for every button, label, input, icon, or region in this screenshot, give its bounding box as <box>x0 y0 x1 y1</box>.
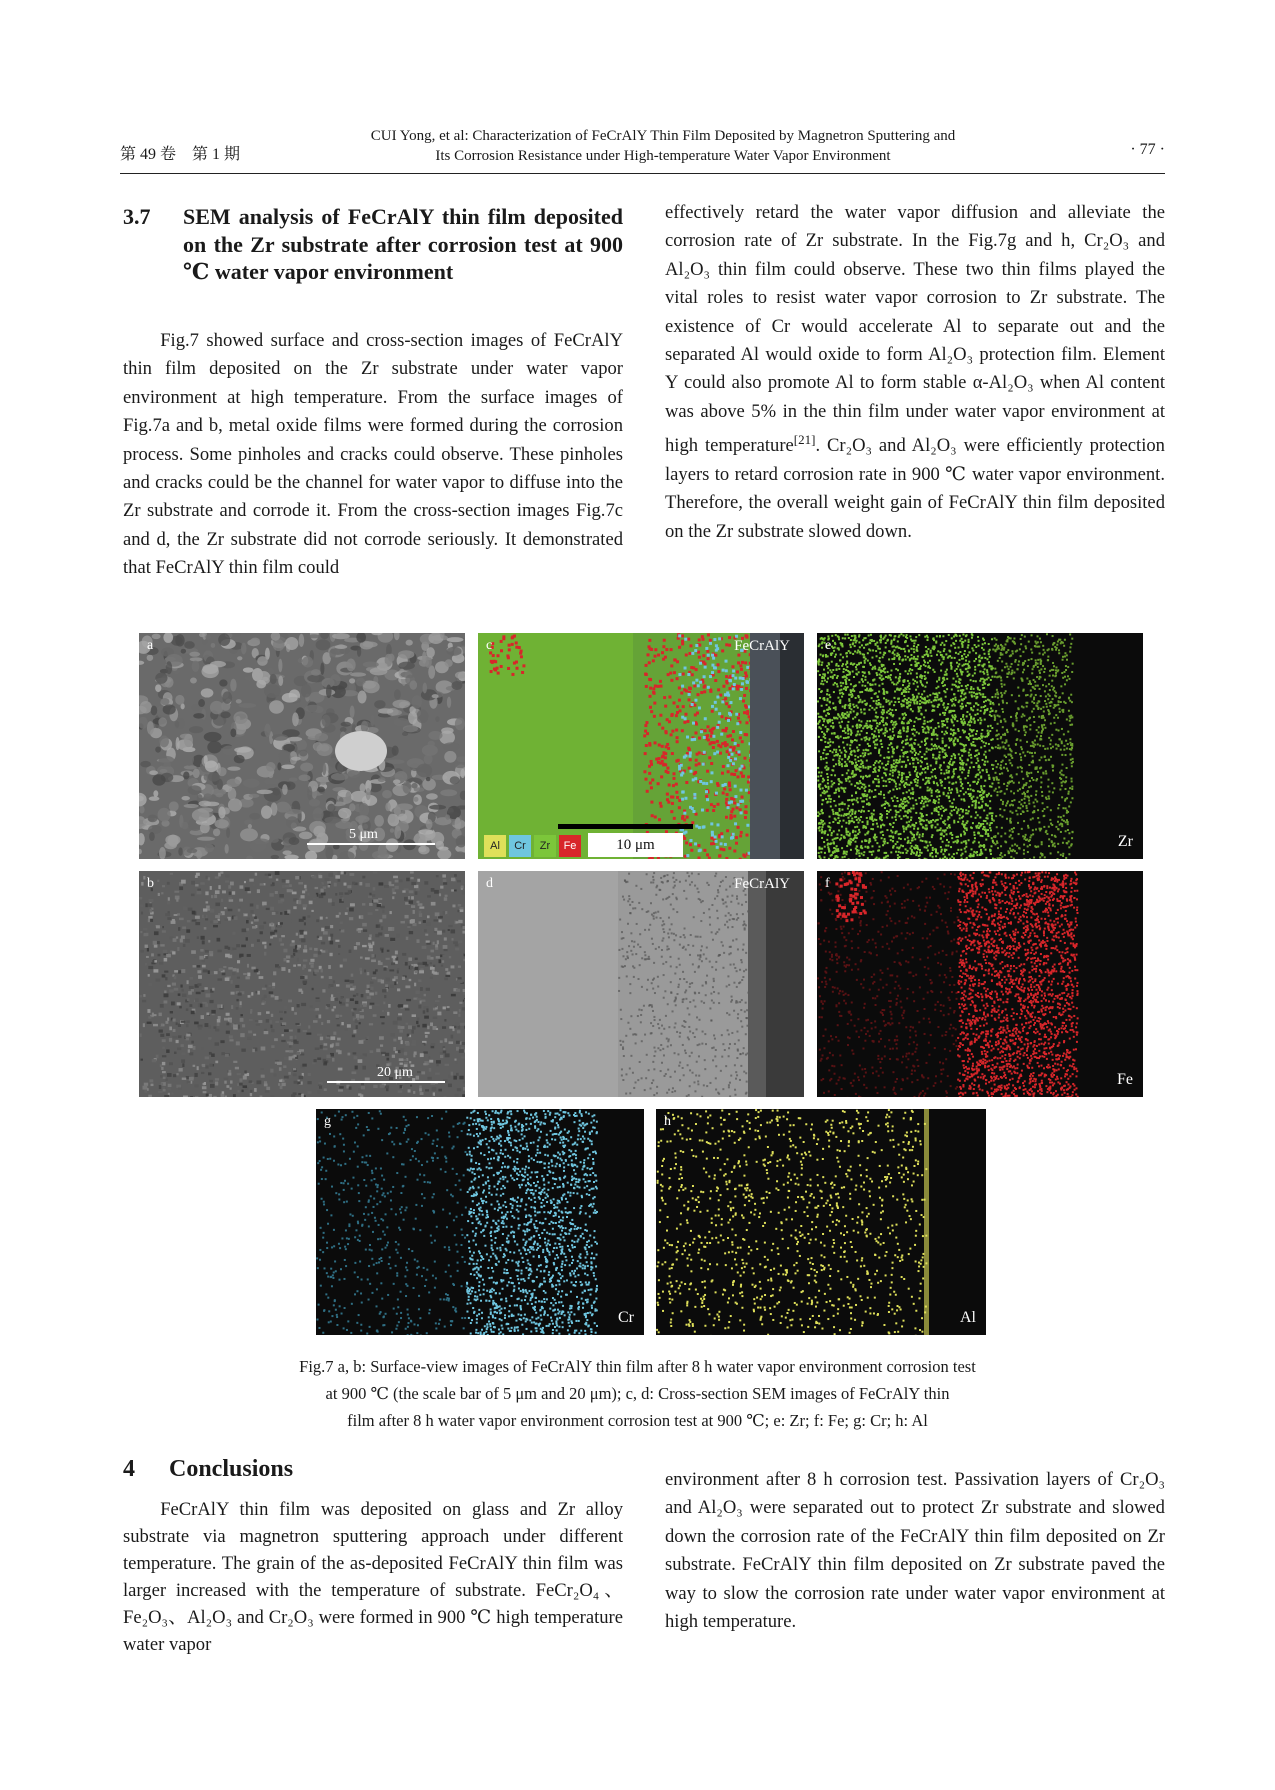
running-header <box>120 124 1165 174</box>
legend-fe: Fe <box>559 835 581 857</box>
body-paragraph: Fig.7 showed surface and cross-section images of FeCrAlY thin film deposited on the Zr substrate under water vapor environment at high temperature. From the surface images of Fig.7a and b, metal oxide films were formed during the corrosion process. Some pinholes and cracks could observe. These pinholes and cracks could be the channel for water vapor to diffuse into the Zr substrate and corrode it. From the cross-section images Fig.7c and d, the Zr substrate did not corrode seriously. It demonstrated that FeCrAlY thin film could <box>123 330 623 579</box>
panel-label: e <box>825 638 832 653</box>
section-number: 4 <box>123 1456 135 1482</box>
caption-line: film after 8 h water vapor environment corrosion test at 900 ℃; e: Zr; f: Fe; g: Cr; h: Al <box>347 1411 928 1430</box>
section-title: Conclusions <box>169 1456 294 1482</box>
body-paragraph <box>123 1496 623 1658</box>
element-legend <box>484 835 581 857</box>
eds-map-al <box>656 1109 986 1335</box>
legend-zr: Zr <box>534 835 556 857</box>
sem-cross-section-image <box>478 871 804 1097</box>
panel-label: f <box>825 876 830 891</box>
panel-label: g <box>324 1114 331 1129</box>
sem-surface-image <box>139 633 465 859</box>
text-run: were efficiently protection layers to retard corrosion rate in 900 ℃ water vapor environment. Therefore, the overall weight gain of FeCrAlY thin film deposited on the Zr substrate slowed down. <box>665 435 1165 542</box>
eds-map-cr <box>316 1109 644 1335</box>
body-paragraph <box>665 199 1165 546</box>
section-number: 3.7 <box>123 204 151 229</box>
left-column <box>123 327 623 583</box>
caption-line: Fig.7 a, b: Surface-view images of FeCrAlY thin film after 8 h water vapor environment corrosion test <box>299 1357 976 1376</box>
text-run: when Al content was above 5% in the thin film under water vapor environment at high temperature <box>665 372 1165 457</box>
scale-label: 20 μm <box>377 1065 413 1080</box>
conclusions-right-column <box>665 1466 1165 1636</box>
page-number: · 77 · <box>1130 141 1165 158</box>
running-title <box>288 126 1038 166</box>
panel-label: a <box>147 638 154 653</box>
sem-surface-image <box>139 871 465 1097</box>
chem-formula: Cr₂O₃ and Al₂O₃ <box>665 230 1165 280</box>
sample-name: FeCrAlY <box>734 876 790 892</box>
element-label: Al <box>960 1309 976 1326</box>
caption-line: at 900 ℃ (the scale bar of 5 μm and 20 μm); c, d: Cross-section SEM images of FeCrAlY thin <box>325 1384 950 1403</box>
element-label: Cr <box>618 1309 634 1326</box>
chem-formula: Al₂O₃ <box>928 344 974 366</box>
chem-formula: Cr₂O₃ and Al₂O₃ <box>665 1469 1165 1519</box>
text-run: effectively retard the water vapor diffusion and alleviate the corrosion rate of Zr substrate. In the Fig.7g and h, <box>665 202 1165 252</box>
section-3-7-heading <box>123 203 623 286</box>
running-title-line2: Its Corrosion Resistance under High-temperature Water Vapor Environment <box>435 148 891 164</box>
element-label: Fe <box>1117 1071 1133 1088</box>
eds-map-fe <box>817 871 1143 1097</box>
scale-label: 5 μm <box>349 827 378 842</box>
journal-volume: 第 49 卷 第 1 期 <box>120 146 241 163</box>
figure-panel-g <box>316 1109 644 1335</box>
figure-panel-h <box>656 1109 986 1335</box>
chem-formula: . Cr₂O₃ and Al₂O₃ <box>815 435 957 457</box>
legend-al: Al <box>484 835 506 857</box>
figure-panel-f <box>817 871 1143 1097</box>
citation-ref[interactable]: [21] <box>793 432 816 448</box>
panel-label: d <box>486 876 493 891</box>
figure-panel-c <box>478 633 804 859</box>
legend-cr: Cr <box>509 835 531 857</box>
figure-panel-b <box>139 871 465 1097</box>
figure-panel-d <box>478 871 804 1097</box>
figure-panel-a <box>139 633 465 859</box>
text-run: were separated out to protect Zr substrate and slowed down the corrosion rate of the FeCrAlY thin film deposited on Zr substrate. FeCrAlY thin film deposited on Zr substrate paved the way to slow the corrosion rate under water vapor environment at high temperature. <box>665 1497 1165 1633</box>
conclusions-left-column <box>123 1496 623 1658</box>
section-title: SEM analysis of FeCrAlY thin film deposited on the Zr substrate after corrosion test at 900 ℃ water vapor environment <box>183 204 623 284</box>
scale-bar <box>307 843 435 845</box>
chem-formula: α-Al₂O₃ <box>972 372 1034 394</box>
text-run: thin film could observe. These two thin films played the vital roles to resist water vapor corrosion to Zr substrate. The existence of Cr would accelerate Al to separate out and the separated Al would oxide to form <box>665 258 1165 366</box>
figure-panel-e <box>817 633 1143 859</box>
section-4-heading <box>123 1456 293 1483</box>
right-column <box>665 199 1165 546</box>
text-run: protection film. Element Y could also promote Al to form stable <box>665 344 1165 394</box>
sample-name: FeCrAlY <box>734 638 790 654</box>
panel-label: c <box>486 638 493 653</box>
chem-formula: FeCr₂O₄、Fe₂O₃、Al₂O₃ and Cr₂O₃ <box>123 1580 623 1628</box>
panel-label: h <box>664 1114 671 1129</box>
panel-label: b <box>147 876 154 891</box>
text-run: environment after 8 h corrosion test. Passivation layers of <box>665 1469 1120 1490</box>
running-title-line1: CUI Yong, et al: Characterization of FeCrAlY Thin Film Deposited by Magnetron Sputtering and <box>370 128 956 144</box>
text-run: FeCrAlY thin film was deposited on glass and Zr alloy substrate via magnetron sputtering approach under different temperature. The grain of the as-deposited FeCrAlY thin film was larger increased with the temperature of substrate. <box>123 1499 623 1601</box>
scale-bar <box>327 1081 445 1083</box>
body-paragraph <box>665 1466 1165 1636</box>
element-label: Zr <box>1117 833 1133 850</box>
figure-caption <box>200 1353 1075 1434</box>
scale-label: 10 μm <box>588 833 683 857</box>
eds-map-zr <box>817 633 1143 859</box>
text-run: were formed in 900 ℃ high temperature water vapor <box>123 1607 623 1655</box>
scale-bar <box>558 824 693 829</box>
